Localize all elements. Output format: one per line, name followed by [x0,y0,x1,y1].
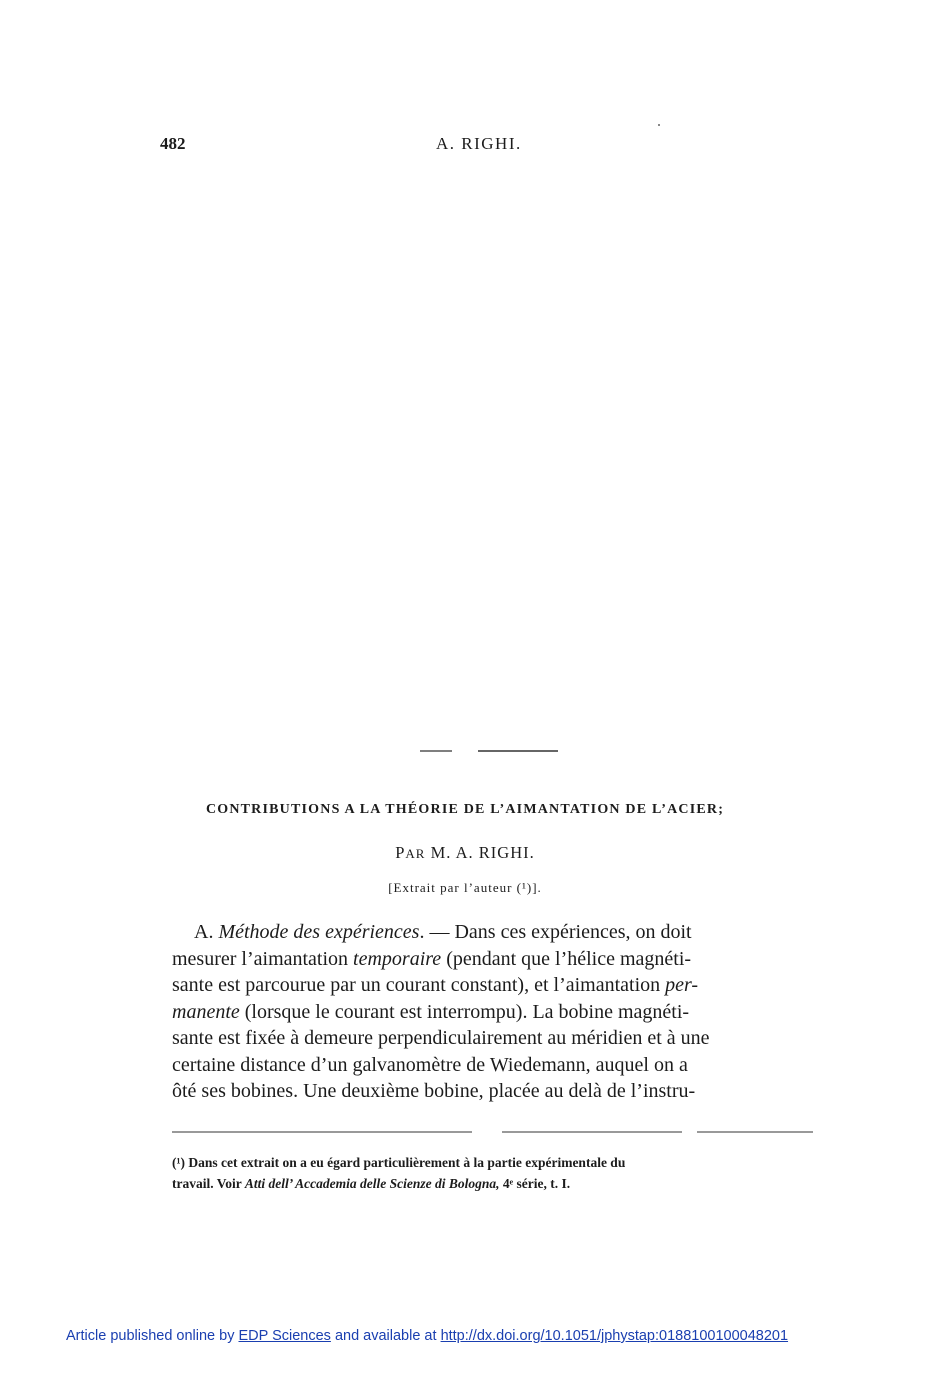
footnote-rule [172,1130,813,1134]
running-title: A. RIGHI. [436,134,522,153]
body-line: ôté ses bobines. Une deuxième bobine, placée au delà de l’instru- [172,1080,696,1102]
byline [0,843,930,863]
body-text-run: A. Méthode des expériences. — Dans ces expériences, on doit [194,921,692,943]
body-line [172,919,813,946]
footnote-line: (¹) Dans cet extrait on a eu égard particulièrement à la partie expérimentale du [172,1155,626,1170]
scan-speck [658,124,660,126]
body-text-run: sante est parcourue par un courant constant), et l’aimantation per- [172,974,699,996]
byline-author: M. A. RIGHI. [425,843,535,862]
byline-initial: P [395,843,406,862]
section-separator [420,748,560,754]
article-title: CONTRIBUTIONS A LA THÉORIE DE L’AIMANTATION DE L’ACIER; [205,802,725,817]
extract-note: [Extrait par l’auteur (¹)]. [388,880,542,895]
body-text [172,919,813,1105]
body-line [172,999,813,1026]
body-text-run: mesurer l’aimantation temporaire (pendant que l’hélice magnéti- [172,947,692,970]
doi-link[interactable]: http://dx.doi.org/10.1051/jphystap:0188100100048201 [440,1328,789,1344]
edp-sciences-link[interactable]: EDP Sciences [238,1328,331,1344]
body-text-run: manente (lorsque le courant est interrompu). La bobine magnéti- [172,1000,690,1023]
body-line [172,946,813,973]
body-line: certaine distance d’un galvanomètre de Wiedemann, auquel on a [172,1053,688,1076]
page-number: 482 [160,134,186,153]
body-line [172,972,813,999]
footnote [172,1152,813,1194]
publication-footer: Article published online by EDP Sciences and available at http://dx.doi.org/10.1051/jphystap:0188100100048201 [66,1328,789,1344]
byline-smallcaps: AR [405,846,426,861]
body-line: sante est fixée à demeure perpendiculairement au méridien et à une [172,1027,710,1049]
footnote-line: travail. Voir Atti dell’ Accademia delle Scienze di Bologna, 4ᵉ série, t. I. [172,1176,571,1191]
